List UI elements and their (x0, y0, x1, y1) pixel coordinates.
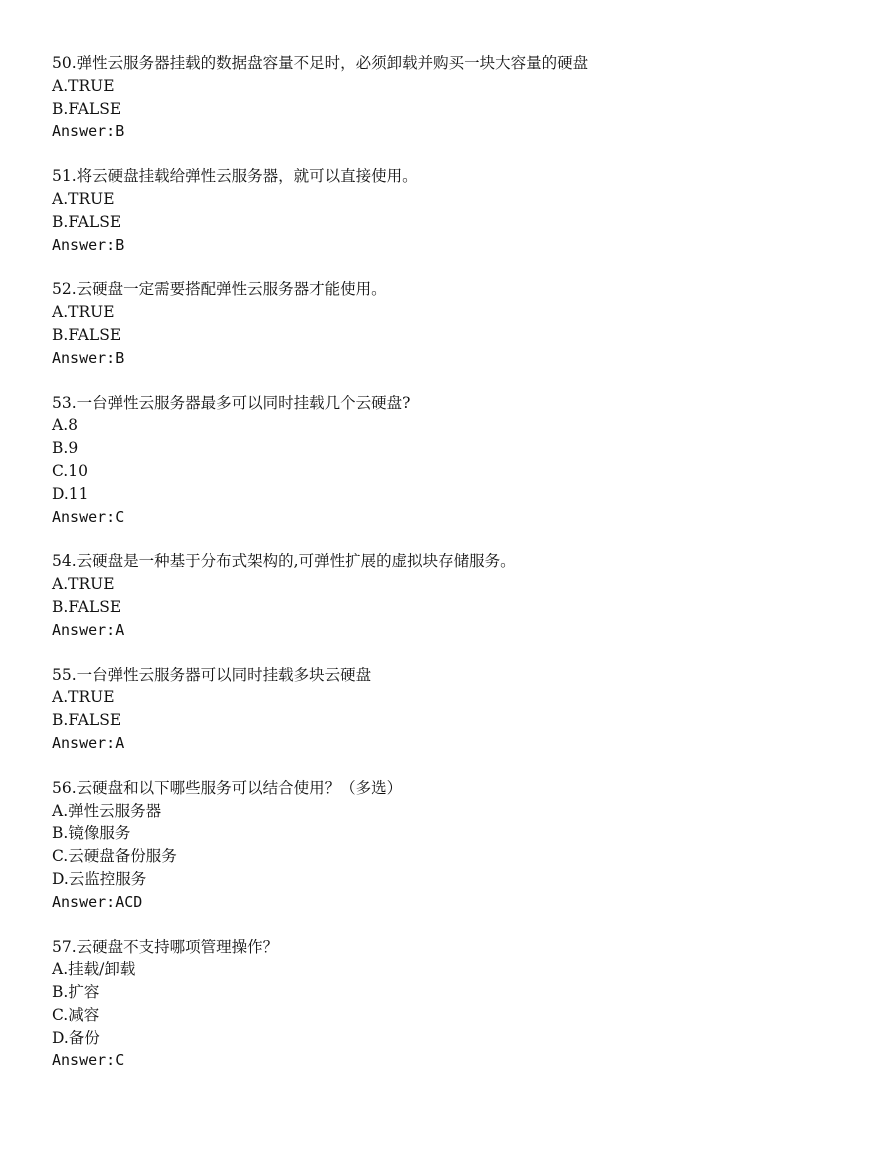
question-text: 56.云硬盘和以下哪些服务可以结合使用？（多选） (52, 778, 403, 797)
answer-line: Answer:B (52, 348, 125, 367)
option-d: D.11 (52, 484, 89, 503)
answer-line: Answer:ACD (52, 892, 143, 911)
question-text: 57.云硬盘不支持哪项管理操作？ (52, 937, 279, 956)
option-b: B.9 (52, 439, 79, 458)
option-b: B.镜像服务 (52, 824, 131, 843)
option-c: C.减容 (52, 1005, 100, 1024)
question-block (52, 550, 873, 641)
answer-line: Answer:B (52, 235, 125, 254)
option-d: D.云监控服务 (52, 869, 147, 888)
option-a: A.TRUE (52, 688, 115, 707)
option-b: B.FALSE (52, 711, 122, 730)
option-d: D.备份 (52, 1028, 100, 1047)
option-b: B.FALSE (52, 325, 122, 344)
option-b: B.扩容 (52, 983, 100, 1002)
option-a: A.TRUE (52, 189, 115, 208)
question-text: 54.云硬盘是一种基于分布式架构的,可弹性扩展的虚拟块存储服务。 (52, 552, 516, 571)
option-b: B.FALSE (52, 597, 122, 616)
question-block (52, 165, 873, 256)
question-text: 53.一台弹性云服务器最多可以同时挂载几个云硬盘? (52, 393, 411, 412)
question-text: 55.一台弹性云服务器可以同时挂载多块云硬盘 (52, 665, 372, 684)
option-a: A.挂载/卸载 (52, 960, 136, 979)
answer-line: Answer:A (52, 733, 125, 752)
option-a: A.TRUE (52, 76, 115, 95)
answer-line: Answer:B (52, 122, 125, 141)
question-block (52, 392, 873, 529)
answer-line: Answer:C (52, 507, 125, 526)
question-block (52, 278, 873, 369)
question-text: 50.弹性云服务器挂载的数据盘容量不足时，必须卸载并购买一块大容量的硬盘 (52, 54, 589, 72)
option-a: A.TRUE (52, 303, 115, 322)
option-a: A.TRUE (52, 575, 115, 594)
option-c: C.云硬盘备份服务 (52, 847, 177, 866)
option-a: A.弹性云服务器 (52, 801, 162, 820)
option-a: A.8 (52, 416, 78, 435)
question-list (52, 52, 873, 1094)
question-block (52, 664, 873, 755)
question-block (52, 52, 873, 143)
option-c: C.10 (52, 461, 88, 480)
question-text: 51.将云硬盘挂载给弹性云服务器，就可以直接使用。 (52, 167, 418, 186)
question-block (52, 936, 873, 1073)
option-b: B.FALSE (52, 99, 122, 118)
question-text: 52.云硬盘一定需要搭配弹性云服务器才能使用。 (52, 280, 387, 299)
answer-line: Answer:A (52, 620, 125, 639)
question-block (52, 777, 873, 914)
option-b: B.FALSE (52, 212, 122, 231)
answer-line: Answer:C (52, 1051, 125, 1070)
